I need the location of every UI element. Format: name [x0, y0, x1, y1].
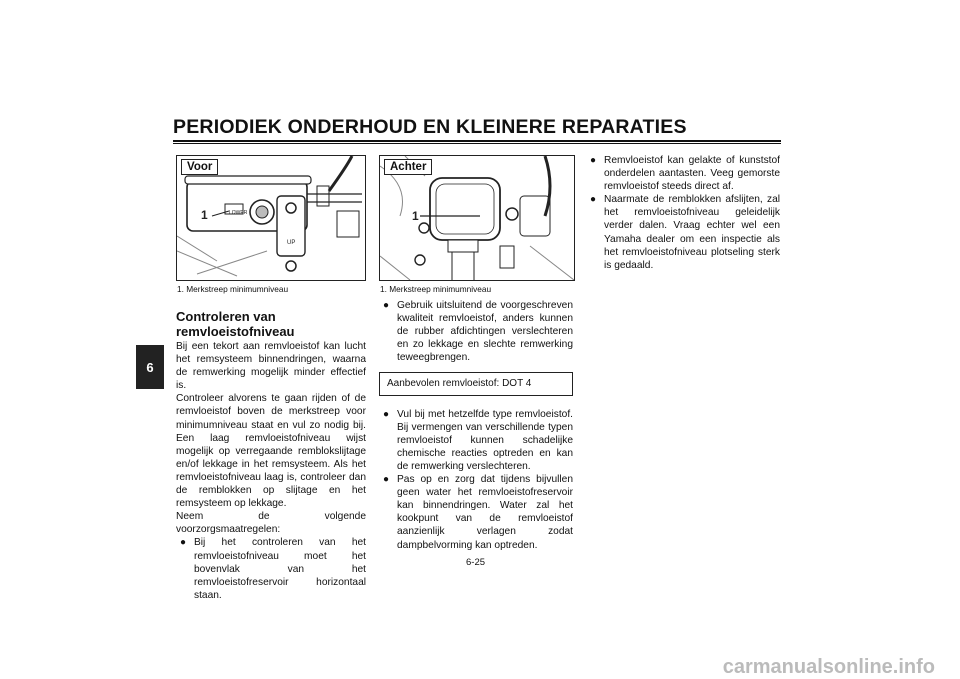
- title-rule-thin: [173, 143, 781, 144]
- bullet-icon: ●: [590, 194, 597, 206]
- chapter-tab[interactable]: 6: [136, 345, 164, 389]
- bullet-text: Gebruik uitsluitend de voorgeschreven kwaliteit remvloeistof, anders kunnen de rubber afdichtingen verslechteren en zo lekkage en slechte remwerking teweegbrengen.: [397, 300, 573, 364]
- figure-rear-caption: 1. Merkstreep minimumniveau: [380, 284, 492, 294]
- front-reservoir-lower-text: LOWER: [229, 210, 248, 216]
- bullet-item: [379, 299, 573, 364]
- bullet-text: Remvloeistof kan gelakte of kunststof onderdelen aantasten. Veeg gemorste remvloeistof steeds direct af.: [604, 155, 780, 193]
- bullet-item: [176, 536, 366, 601]
- bullet-icon: ●: [590, 155, 597, 166]
- column-1: [176, 309, 366, 602]
- section-heading: Controleren van remvloeistofniveau: [176, 309, 295, 339]
- bullet-item: [379, 473, 573, 552]
- figure-rear-callout: 1: [412, 209, 419, 223]
- bullet-icon: ●: [383, 474, 390, 486]
- page-number: 6-25: [466, 557, 486, 568]
- spec-box: Aanbevolen remvloeistof: DOT 4: [379, 372, 573, 395]
- bullet-icon: ●: [383, 408, 390, 420]
- figure-front-caption: 1. Merkstreep minimumniveau: [177, 284, 289, 294]
- bullet-item: [586, 154, 780, 193]
- bullet-item: [379, 408, 573, 473]
- figure-front-label: Voor: [181, 159, 218, 175]
- front-reservoir-up-text: UP: [287, 240, 296, 246]
- figure-rear-reservoir: [379, 155, 575, 281]
- paragraph-2: Controleer alvorens te gaan rijden of de remvloeistof boven de merkstreep voor minimumniveau staat en vul zo nodig bij. Een laag remvloeistofniveau wijst mogelijk op verregaande remblokslijtage en/of lekkage in het remsysteem. Als het remvloeistofniveau laag is, controleer dan de remblokken op slijtage en het remsysteem op lekkage.: [176, 393, 366, 510]
- figure-front-reservoir: [176, 155, 366, 281]
- column-2: [379, 299, 573, 552]
- bullet-icon: ●: [180, 537, 187, 549]
- bullet-text: Vul bij met hetzelfde type remvloeistof. Bij vermengen van verschillende typen remvloeistof kunnen schadelijke chemische reacties optreden en kan de remwerking verslechteren.: [397, 408, 573, 472]
- figure-front-callout: 1: [201, 208, 208, 222]
- paragraph-3: Neem de volgende voorzorgsmaatregelen:: [176, 511, 366, 536]
- bullet-text: Bij het controleren van het remvloeistofniveau moet het bovenvlak van het remvloeistofreservoir horizontaal staan.: [194, 537, 366, 601]
- bullet-text: Pas op en zorg dat tijdens bijvullen geen water het remvloeistofreservoir kan binnendringen. Water zal het kookpunt van de remvloeistof aanzienlijk verlagen zodat dampbelvorming kan optreden.: [397, 474, 573, 551]
- page-title: PERIODIEK ONDERHOUD EN KLEINERE REPARATIES: [173, 116, 687, 138]
- title-rule: [173, 140, 781, 142]
- bullet-item: [586, 193, 780, 272]
- figure-rear-label: Achter: [384, 159, 432, 175]
- paragraph-1: Bij een tekort aan remvloeistof kan lucht het remsysteem binnendringen, waarna de remwerking mogelijk minder effectief is.: [176, 341, 366, 392]
- bullet-text: Naarmate de remblokken afslijten, zal het remvloeistofniveau geleidelijk verder dalen. Vraag echter wel een Yamaha dealer om een inspectie als het remvloeistofniveau plotseling sterk is gedaald.: [604, 194, 780, 271]
- column-3: [586, 154, 780, 272]
- bullet-icon: ●: [383, 300, 390, 311]
- footer-watermark[interactable]: carmanualsonline.info: [722, 656, 935, 678]
